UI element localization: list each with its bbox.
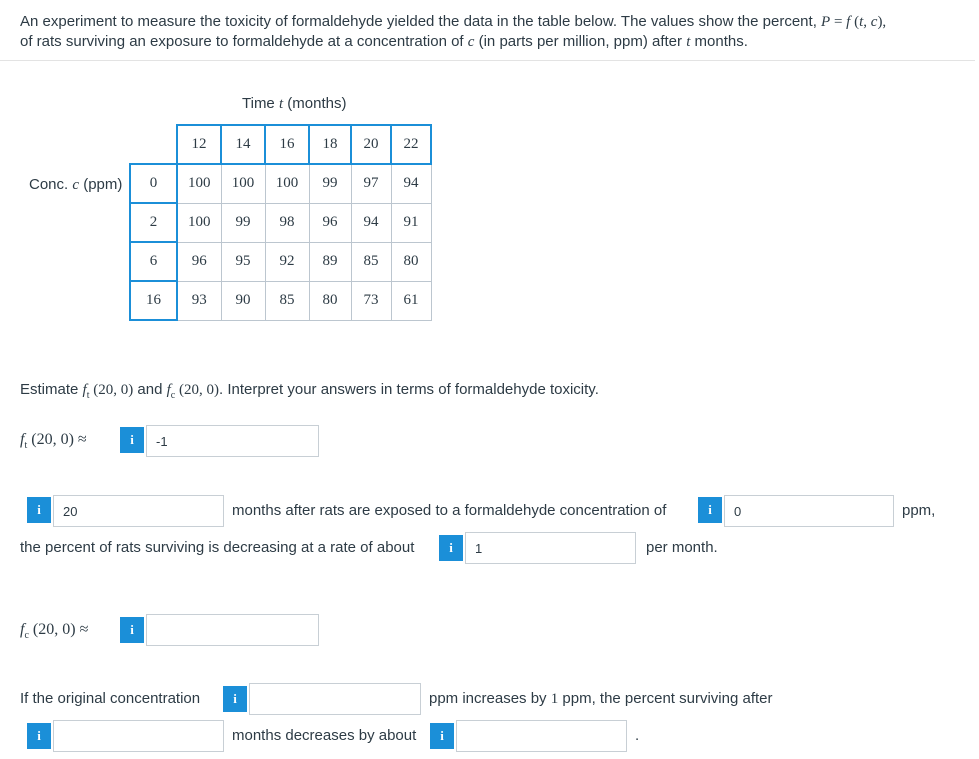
interp2-text-a: If the original concentration <box>20 690 201 707</box>
ft-label: $f_t$ (20, 0) ≈ <box>20 431 87 452</box>
table-cell: 80 <box>309 281 351 320</box>
table-cell: 80 <box>391 242 431 281</box>
info-icon[interactable]: i <box>120 617 144 643</box>
question-prompt: Estimate $f_t$ (20, 0) and $f_c$ (20, 0). Interpret your answers in terms of formaldehyde toxicity. <box>20 381 599 401</box>
intro-text-2: of rats surviving an exposure to formaldehyde at a concentration of <box>20 33 468 50</box>
conc-header: 16 <box>130 281 177 320</box>
months-answer-field-2[interactable] <box>53 720 224 752</box>
time-header: 20 <box>351 125 391 164</box>
table-cell: 100 <box>265 164 309 203</box>
table-cell: 94 <box>351 203 391 242</box>
time-header: 14 <box>221 125 265 164</box>
table-cell: 91 <box>391 203 431 242</box>
fc-label: $f_c$ (20, 0) ≈ <box>20 621 89 642</box>
table-cell: 99 <box>309 164 351 203</box>
time-header: 12 <box>177 125 221 164</box>
info-icon[interactable]: i <box>223 686 247 712</box>
table-cell: 100 <box>221 164 265 203</box>
table-cell: 98 <box>265 203 309 242</box>
table-row <box>130 281 431 320</box>
table-cell: 99 <box>221 203 265 242</box>
table-cell: 100 <box>177 203 221 242</box>
table-row <box>130 164 431 203</box>
table-cell: 90 <box>221 281 265 320</box>
conc-header: 6 <box>130 242 177 281</box>
interp1-text-b: ppm, <box>902 502 936 519</box>
info-icon[interactable]: i <box>430 723 454 749</box>
table-cell: 95 <box>221 242 265 281</box>
table-caption: Time t (months) <box>242 95 347 112</box>
concentration-answer-field-2[interactable] <box>249 683 421 715</box>
problem-statement <box>20 12 960 52</box>
table-cell: 97 <box>351 164 391 203</box>
info-icon[interactable]: i <box>27 497 51 523</box>
months-answer-field[interactable]: 20 <box>53 495 224 527</box>
var-t: t <box>686 34 691 50</box>
info-icon[interactable]: i <box>698 497 722 523</box>
time-header: 22 <box>391 125 431 164</box>
intro-text-4: months. <box>690 33 748 50</box>
table-row <box>130 203 431 242</box>
interp2-text-b: ppm increases by 1 ppm, the percent surviving after <box>429 690 773 707</box>
rate-answer-field[interactable]: 1 <box>465 532 636 564</box>
interp1-text-d: per month. <box>646 539 718 556</box>
info-icon[interactable]: i <box>27 723 51 749</box>
table-cell: 61 <box>391 281 431 320</box>
intro-text-3: (in parts per million, ppm) after <box>474 33 687 50</box>
table-cell: 96 <box>177 242 221 281</box>
concentration-answer-field[interactable]: 0 <box>724 495 894 527</box>
time-header: 18 <box>309 125 351 164</box>
time-header: 16 <box>265 125 309 164</box>
conc-header: 0 <box>130 164 177 203</box>
info-icon[interactable]: i <box>120 427 144 453</box>
table-cell: 73 <box>351 281 391 320</box>
formula: P = f (t, c), <box>821 14 887 30</box>
var-c: c <box>467 34 475 50</box>
table-cell: 93 <box>177 281 221 320</box>
conc-header: 2 <box>130 203 177 242</box>
interp1-text-a: months after rats are exposed to a formaldehyde concentration of <box>232 502 667 519</box>
data-table <box>129 124 432 321</box>
table-row <box>130 242 431 281</box>
table-header-row <box>130 125 431 164</box>
info-icon[interactable]: i <box>439 535 463 561</box>
table-cell: 92 <box>265 242 309 281</box>
interp2-text-d: . <box>635 727 640 744</box>
table-cell: 96 <box>309 203 351 242</box>
interp2-text-c: months decreases by about <box>232 727 417 744</box>
table-cell: 100 <box>177 164 221 203</box>
fc-answer-field[interactable] <box>146 614 319 646</box>
intro-text-1: An experiment to measure the toxicity of formaldehyde yielded the data in the table below. The values show the percent, <box>20 13 822 30</box>
table-cell: 89 <box>309 242 351 281</box>
table-cell: 94 <box>391 164 431 203</box>
decrease-answer-field[interactable] <box>456 720 627 752</box>
interp1-text-c: the percent of rats surviving is decreasing at a rate of about <box>20 539 415 556</box>
table-row-label: Conc. c (ppm) <box>29 176 123 193</box>
ft-answer-field[interactable]: -1 <box>146 425 319 457</box>
table-cell: 85 <box>351 242 391 281</box>
table-cell: 85 <box>265 281 309 320</box>
